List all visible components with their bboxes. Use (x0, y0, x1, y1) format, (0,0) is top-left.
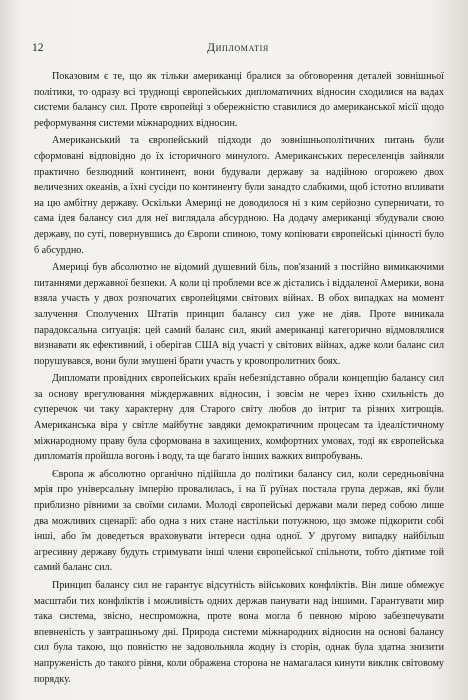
page-body-text (34, 69, 444, 689)
paragraph-5: Європа ж абсолютно органічно підійшла до політики балансу сил, коли середньовічна мрія про універсальну імперію провалилась, і на її руїнах постала група держав, які були приблизно рівними за своїми силами. Молоді європейські держави мали перед собою лише два можливих сценарії: або одна з них стане настільки потужною, що зможе підкорити собі інші, або їм доведеться враховувати інтереси одна одної. У другому випадку найбільш агресивну державу будуть стримувати інші члени європейської спільноти, тобто діятиме той самий баланс сил. (34, 468, 444, 574)
paragraph-4: Дипломати провідних європейських країн небезпідставно обрали концепцію балансу сил за основу врегулювання міждержавних відносин, і зовсім не через їхню схильність до суперечок чи таку характерну для Старого світу любов до інтриг та різних хитрощів. Американська віра у світле майбутнє завдяки демократичним процесам та ідеалістичному міжнародному праву була сформована в захищених, комфортних умовах, тоді як європейська дипломатія пройшла вогонь і воду, та ще багато інших важких випробувань. (34, 373, 444, 463)
page-number: 12 (32, 42, 44, 54)
paragraph-1: Показовим є те, що як тільки американці бралися за обговорення деталей зовнішньої політики, то одразу всі труднощі європейських дипломатичних відносин сходилися на вадах системи балансу сил. Проте європейці з обережністю ставилися до американської місії щодо реформування системи міжнародних відносин. (34, 71, 444, 129)
page-gutter-shadow (0, 0, 18, 700)
running-title: Дипломатія (207, 42, 269, 54)
paragraph-6: Принцип балансу сил не гарантує відсутність військових конфліктів. Він лише обмежує масштаби тих конфліктів і можливість одних держав панувати над іншими. Гарантувати мир така система, звісно, неспроможна, проте вона могла б певною мірою забезпечувати впевненість у завтрашньому дні. Природа системи міжнародних відносин на основі балансу сил була такою, що повністю не задовольняла жодну із сторін, однак була здатна знизити напруженість до такого рівня, коли ображена сторона не намагалася кинути виклик світовому порядку. (34, 580, 444, 685)
page-header (32, 42, 444, 56)
paragraph-2: Американський та європейський підходи до зовнішньополітичних питань були сформовані відповідно до їх історичного минулого. Американських переселенців зайняли практично безлюдний континент, вони будували державу за надійною огорожею двох величезних океанів, а їхні сусіди по континенту були занадто слабкими, щоб істотно впливати на цю амбітну державу. Оскільки Америці не доводилося ні з ким серйозно суперничати, то сама ідея балансу сил для неї виглядала абсурдною. На додачу американці збудували свою державу, по суті, повернувшись до Європи спиною, тому копіювати європейські цінності було б абсурдно. (34, 135, 444, 256)
paragraph-3: Америці був абсолютно не відомий душевний біль, пов'язаний з постійно вимикаючими питаннями державної безпеки. А коли ці проблеми все ж дістались і віддаленої Америки, вона взяла участь у двох розпочатих європейцями світових війнах. В обох випадках на момент залучення Сполучених Штатів принцип балансу сил уже не діяв. Проте виникала парадоксальна ситуація: цей самий баланс сил, який американці категорично відмовлялися визнавати як ефективний, і оберігав США від участі у світових війнах, адже коли баланс сил порушувався, вони були змушені брати участь у кровопролитних боях. (34, 262, 444, 367)
